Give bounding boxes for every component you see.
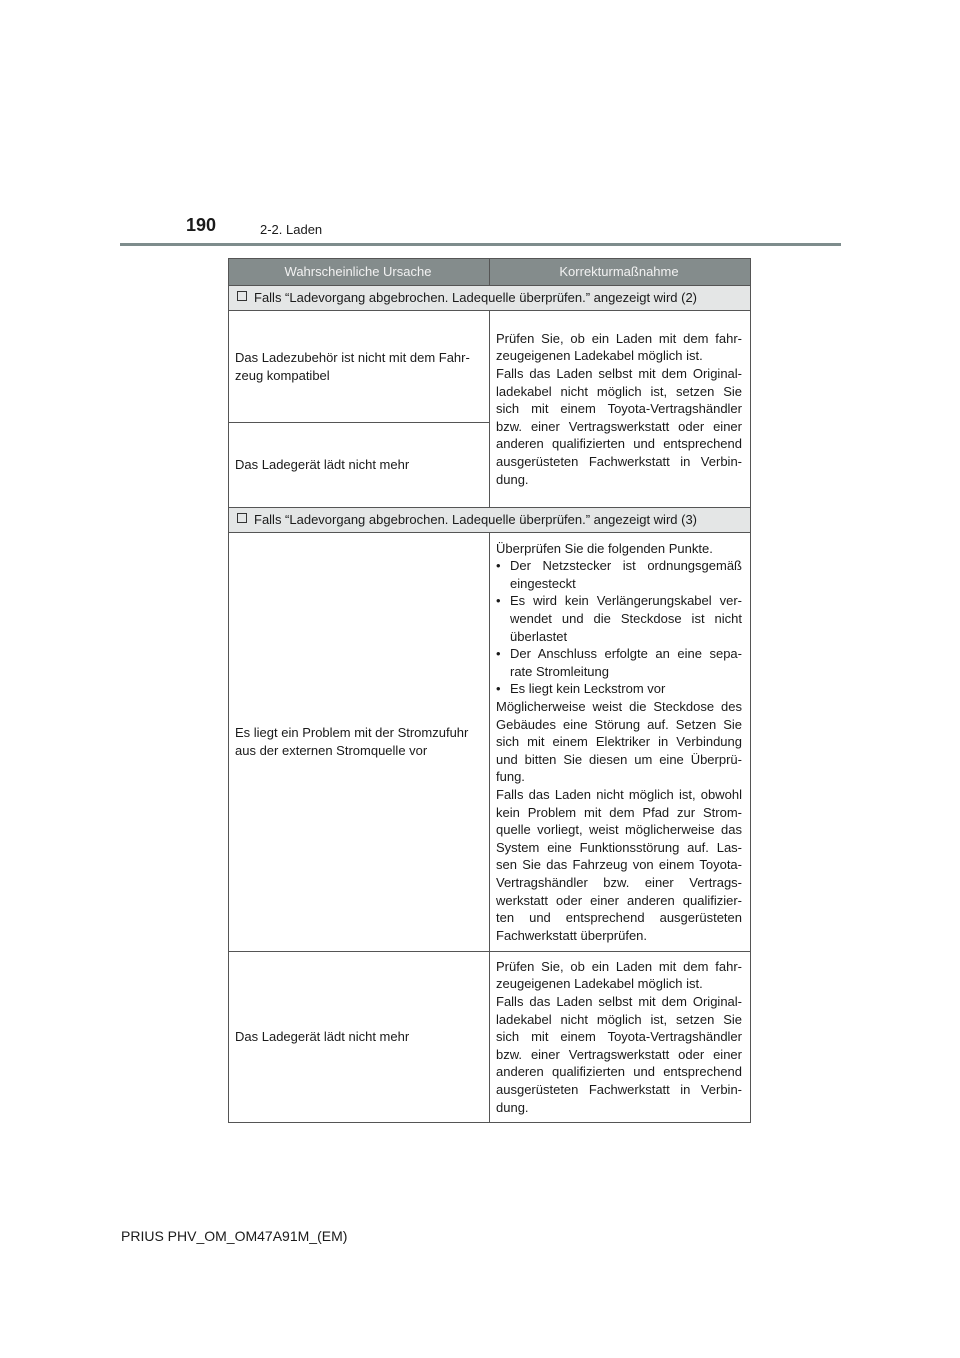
remedy-cell <box>490 952 751 1123</box>
section-heading-2 <box>229 286 751 311</box>
remedy-paragraph: Prüfen Sie, ob ein Laden mit dem fahr-zeugeigenen Ladekabel möglich ist. <box>496 958 742 992</box>
section-heading-text: Falls “Ladevorgang abgebrochen. Ladequelle überprüfen.” angezeigt wird (2) <box>254 290 698 306</box>
checkbox-square-icon <box>237 291 247 301</box>
bullet-item: • Der Anschluss erfolgte an eine sepa-rate Stromleitung <box>496 645 742 680</box>
bullet-item: • Es liegt kein Leckstrom vor <box>496 680 742 698</box>
cause-text: Es liegt ein Problem mit der Stromzufuhr aus der externen Stromquelle vor <box>235 725 469 758</box>
header-rule <box>120 243 841 246</box>
page-number: 190 <box>186 215 217 235</box>
cause-text: Das Ladegerät lädt nicht mehr <box>235 457 410 473</box>
bullet-item: • Der Netzstecker ist ordnungsgemäß eingesteckt <box>496 557 742 592</box>
remedy-cell <box>490 311 751 508</box>
remedy-paragraph: Falls das Laden selbst mit dem Original-ladekabel nicht möglich ist, setzen Sie sich mit einem Toyota-Vertragshändler bzw. einer Vertragswerkstatt oder einer anderen qualifizierten und entsprechend ausgerüsteten Fachwerkstatt in Verbin-dung. <box>496 994 742 1115</box>
remedy-paragraph: Falls das Laden selbst mit dem Original-ladekabel nicht möglich ist, setzen Sie sich mit einem Toyota-Vertragshändler bzw. einer Vertragswerkstatt oder einer anderen qualifizierten und entsprechend ausgerüsteten Fachwerkstatt in Verbin-dung. <box>496 366 742 487</box>
remedy-paragraph: Überprüfen Sie die folgenden Punkte. <box>496 540 713 556</box>
remedy-paragraph: Möglicherweise weist die Steckdose des Gebäudes eine Störung auf. Setzen Sie sich mit einem Elektriker in Verbindung und bitten Sie diesen um eine Überprü-fung. <box>496 699 742 785</box>
cause-cell <box>229 311 490 423</box>
section-heading-3 <box>229 508 751 533</box>
section-title: 2-2. Laden <box>260 222 323 237</box>
checkbox-square-icon <box>237 513 247 523</box>
cause-cell <box>229 423 490 508</box>
cause-text: Das Ladezubehör ist nicht mit dem Fahr-zeug kompatibel <box>235 349 470 383</box>
remedy-paragraph: Falls das Laden nicht möglich ist, obwohl kein Problem mit dem Pfad zur Strom-quelle vorliegt, weist möglicherweise das System eine Funktionsstörung auf. Las-sen Sie das Fahrzeug von einem Toyota-Vertragshändler bzw. einer Vertrags-werkstatt oder einer anderen qualifizier-ten und entsprechend ausgerüsteten Fachwerkstatt überprüfen. <box>496 786 742 943</box>
column-header-cause: Wahrscheinliche Ursache <box>229 259 490 286</box>
document-id: PRIUS PHV_OM_OM47A91M_(EM) <box>121 1228 348 1244</box>
remedy-paragraph: Prüfen Sie, ob ein Laden mit dem fahr-zeugeigenen Ladekabel möglich ist. <box>496 330 742 364</box>
cause-cell <box>229 952 490 1123</box>
section-heading-text: Falls “Ladevorgang abgebrochen. Ladequelle überprüfen.” angezeigt wird (3) <box>254 512 698 528</box>
bullet-item: • Es wird kein Verlängerungskabel ver-wendet und die Steckdose ist nicht überlastet <box>496 592 742 645</box>
cause-text: Das Ladegerät lädt nicht mehr <box>235 1029 410 1045</box>
column-header-remedy: Korrekturmaßnahme <box>490 259 751 286</box>
remedy-cell <box>490 533 751 952</box>
troubleshooting-table <box>228 258 751 1123</box>
cause-cell <box>229 533 490 952</box>
